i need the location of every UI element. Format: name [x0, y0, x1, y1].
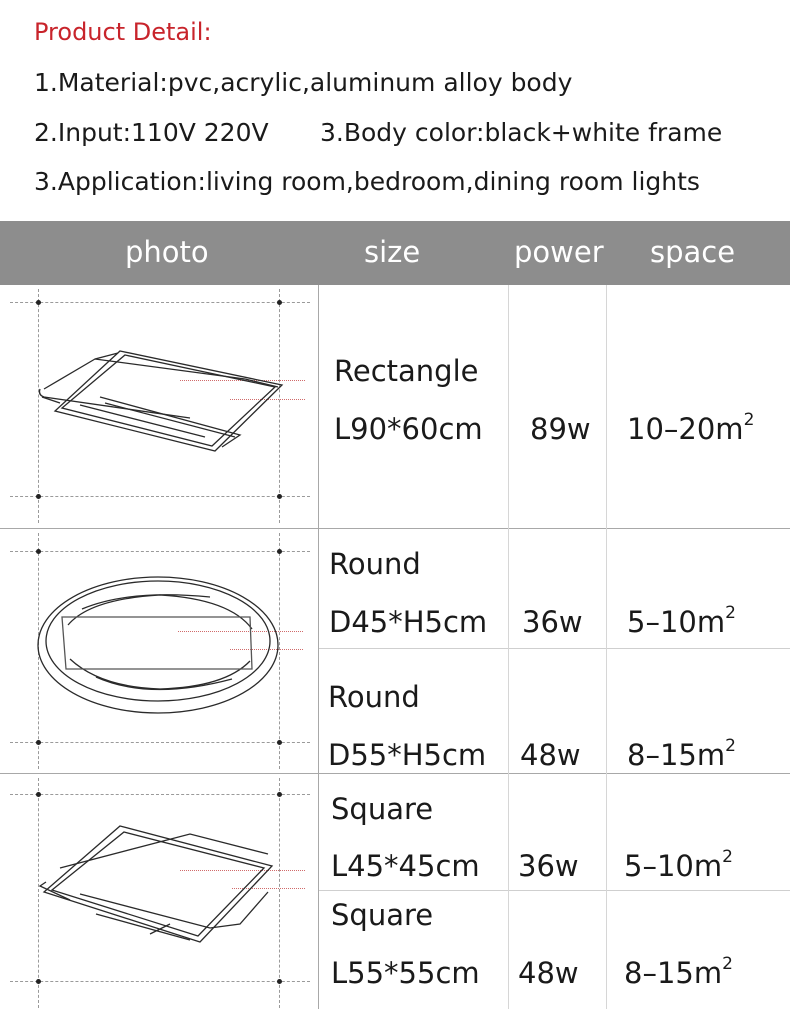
header-space: space: [650, 235, 736, 269]
row3-size: D55*H5cm: [328, 738, 487, 772]
row4-shape: Square: [331, 792, 434, 826]
row4-power: 36w: [518, 849, 579, 883]
spec-body-color: 3.Body color:black+white frame: [320, 118, 723, 147]
photo-square-lamp: [0, 774, 318, 1009]
row2-space: $5-10m^2$: [627, 603, 736, 639]
row5-power: 48w: [518, 956, 579, 990]
photo-round-lamp: [0, 529, 318, 773]
row5-shape: Square: [331, 898, 434, 932]
row1-shape: Rectangle: [334, 354, 479, 388]
column-divider: [508, 285, 509, 1009]
row-divider: [318, 648, 790, 649]
spec-material: 1.Material:pvc,acrylic,aluminum alloy body: [34, 68, 573, 97]
row2-power: 36w: [522, 605, 583, 639]
row5-space: $8-15m^2$: [624, 954, 733, 990]
row-divider: [318, 890, 790, 891]
row3-space: $8-15m^2$: [627, 736, 736, 772]
row4-size: L45*45cm: [331, 849, 480, 883]
table-header: [0, 221, 790, 285]
row1-size: L90*60cm: [334, 412, 483, 446]
header-photo: photo: [125, 235, 209, 269]
row3-shape: Round: [328, 680, 420, 714]
row2-shape: Round: [329, 547, 421, 581]
row1-power: 89w: [530, 412, 591, 446]
row5-size: L55*55cm: [331, 956, 480, 990]
column-divider: [318, 285, 319, 1009]
row1-space: $10-20m^2$: [627, 410, 755, 446]
spec-input: 2.Input:110V 220V: [34, 118, 269, 147]
rectangle-lamp-sketch-icon: [0, 285, 318, 528]
header-size: size: [364, 235, 421, 269]
column-divider: [606, 285, 607, 1009]
header-power: power: [514, 235, 604, 269]
round-lamp-sketch-icon: [0, 529, 318, 773]
photo-rectangle-lamp: [0, 285, 318, 528]
row2-size: D45*H5cm: [329, 605, 488, 639]
row3-power: 48w: [520, 738, 581, 772]
product-detail-heading: Product Detail:: [34, 18, 212, 46]
row4-space: $5-10m^2$: [624, 847, 733, 883]
square-lamp-sketch-icon: [0, 774, 318, 1009]
spec-application: 3.Application:living room,bedroom,dining room lights: [34, 167, 700, 196]
